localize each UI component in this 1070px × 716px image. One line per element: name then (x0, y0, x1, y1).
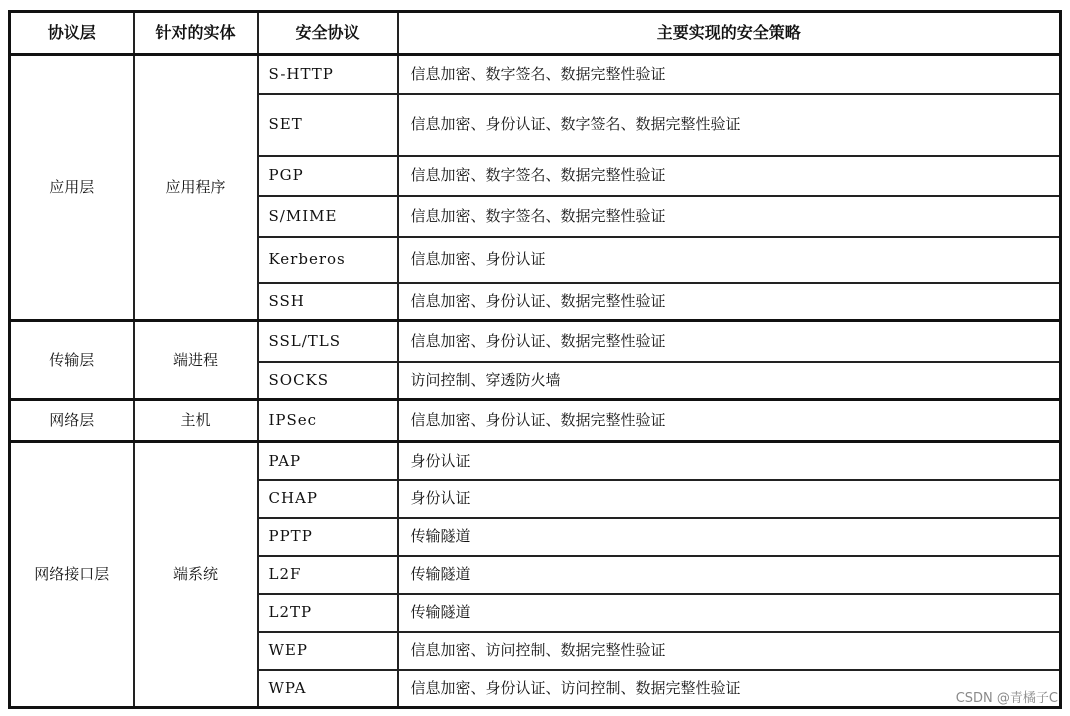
strategy-cell: 信息加密、身份认证、数据完整性验证 (398, 321, 1061, 362)
table-row (10, 321, 1061, 362)
strategy-cell: 身份认证 (398, 480, 1061, 518)
strategy-cell: 信息加密、身份认证、数据完整性验证 (398, 283, 1061, 321)
watermark: CSDN @青橘子C (955, 691, 1058, 706)
protocol-cell: L2TP (258, 594, 398, 632)
protocol-cell: SOCKS (258, 362, 398, 400)
entity-cell: 应用程序 (134, 55, 258, 321)
table-body (10, 55, 1061, 708)
table-row (10, 400, 1061, 442)
layer-cell: 传输层 (10, 321, 134, 400)
header-strategy: 主要实现的安全策略 (398, 12, 1061, 55)
strategy-cell: 传输隧道 (398, 556, 1061, 594)
strategy-cell: 信息加密、身份认证、数据完整性验证 (398, 400, 1061, 442)
protocol-cell: S/MIME (258, 196, 398, 237)
strategy-cell: 传输隧道 (398, 594, 1061, 632)
strategy-cell: 信息加密、数字签名、数据完整性验证 (398, 156, 1061, 196)
protocol-cell: S-HTTP (258, 55, 398, 94)
strategy-cell: 身份认证 (398, 442, 1061, 480)
protocol-cell: CHAP (258, 480, 398, 518)
layer-cell: 应用层 (10, 55, 134, 321)
table-header-row (10, 12, 1061, 55)
strategy-cell: 访问控制、穿透防火墙 (398, 362, 1061, 400)
protocol-cell: PAP (258, 442, 398, 480)
header-protocol: 安全协议 (258, 12, 398, 55)
strategy-cell: 信息加密、访问控制、数据完整性验证 (398, 632, 1061, 670)
protocol-cell: Kerberos (258, 237, 398, 283)
header-entity: 针对的实体 (134, 12, 258, 55)
protocol-cell: WPA (258, 670, 398, 708)
table-row (10, 442, 1061, 480)
table-row (10, 55, 1061, 94)
strategy-cell: 传输隧道 (398, 518, 1061, 556)
protocol-cell: SSL/TLS (258, 321, 398, 362)
protocol-cell: WEP (258, 632, 398, 670)
entity-cell: 端进程 (134, 321, 258, 400)
protocol-cell: SET (258, 94, 398, 156)
strategy-cell: 信息加密、身份认证、访问控制、数据完整性验证 (398, 670, 1061, 708)
entity-cell: 端系统 (134, 442, 258, 708)
strategy-cell: 信息加密、数字签名、数据完整性验证 (398, 196, 1061, 237)
protocol-cell: SSH (258, 283, 398, 321)
entity-cell: 主机 (134, 400, 258, 442)
strategy-cell: 信息加密、数字签名、数据完整性验证 (398, 55, 1061, 94)
layer-cell: 网络接口层 (10, 442, 134, 708)
header-layer: 协议层 (10, 12, 134, 55)
protocol-cell: PGP (258, 156, 398, 196)
layer-cell: 网络层 (10, 400, 134, 442)
protocol-cell: L2F (258, 556, 398, 594)
protocol-cell: PPTP (258, 518, 398, 556)
strategy-cell: 信息加密、身份认证、数字签名、数据完整性验证 (398, 94, 1061, 156)
protocol-cell: IPSec (258, 400, 398, 442)
strategy-cell: 信息加密、身份认证 (398, 237, 1061, 283)
security-protocol-table (8, 10, 1062, 709)
